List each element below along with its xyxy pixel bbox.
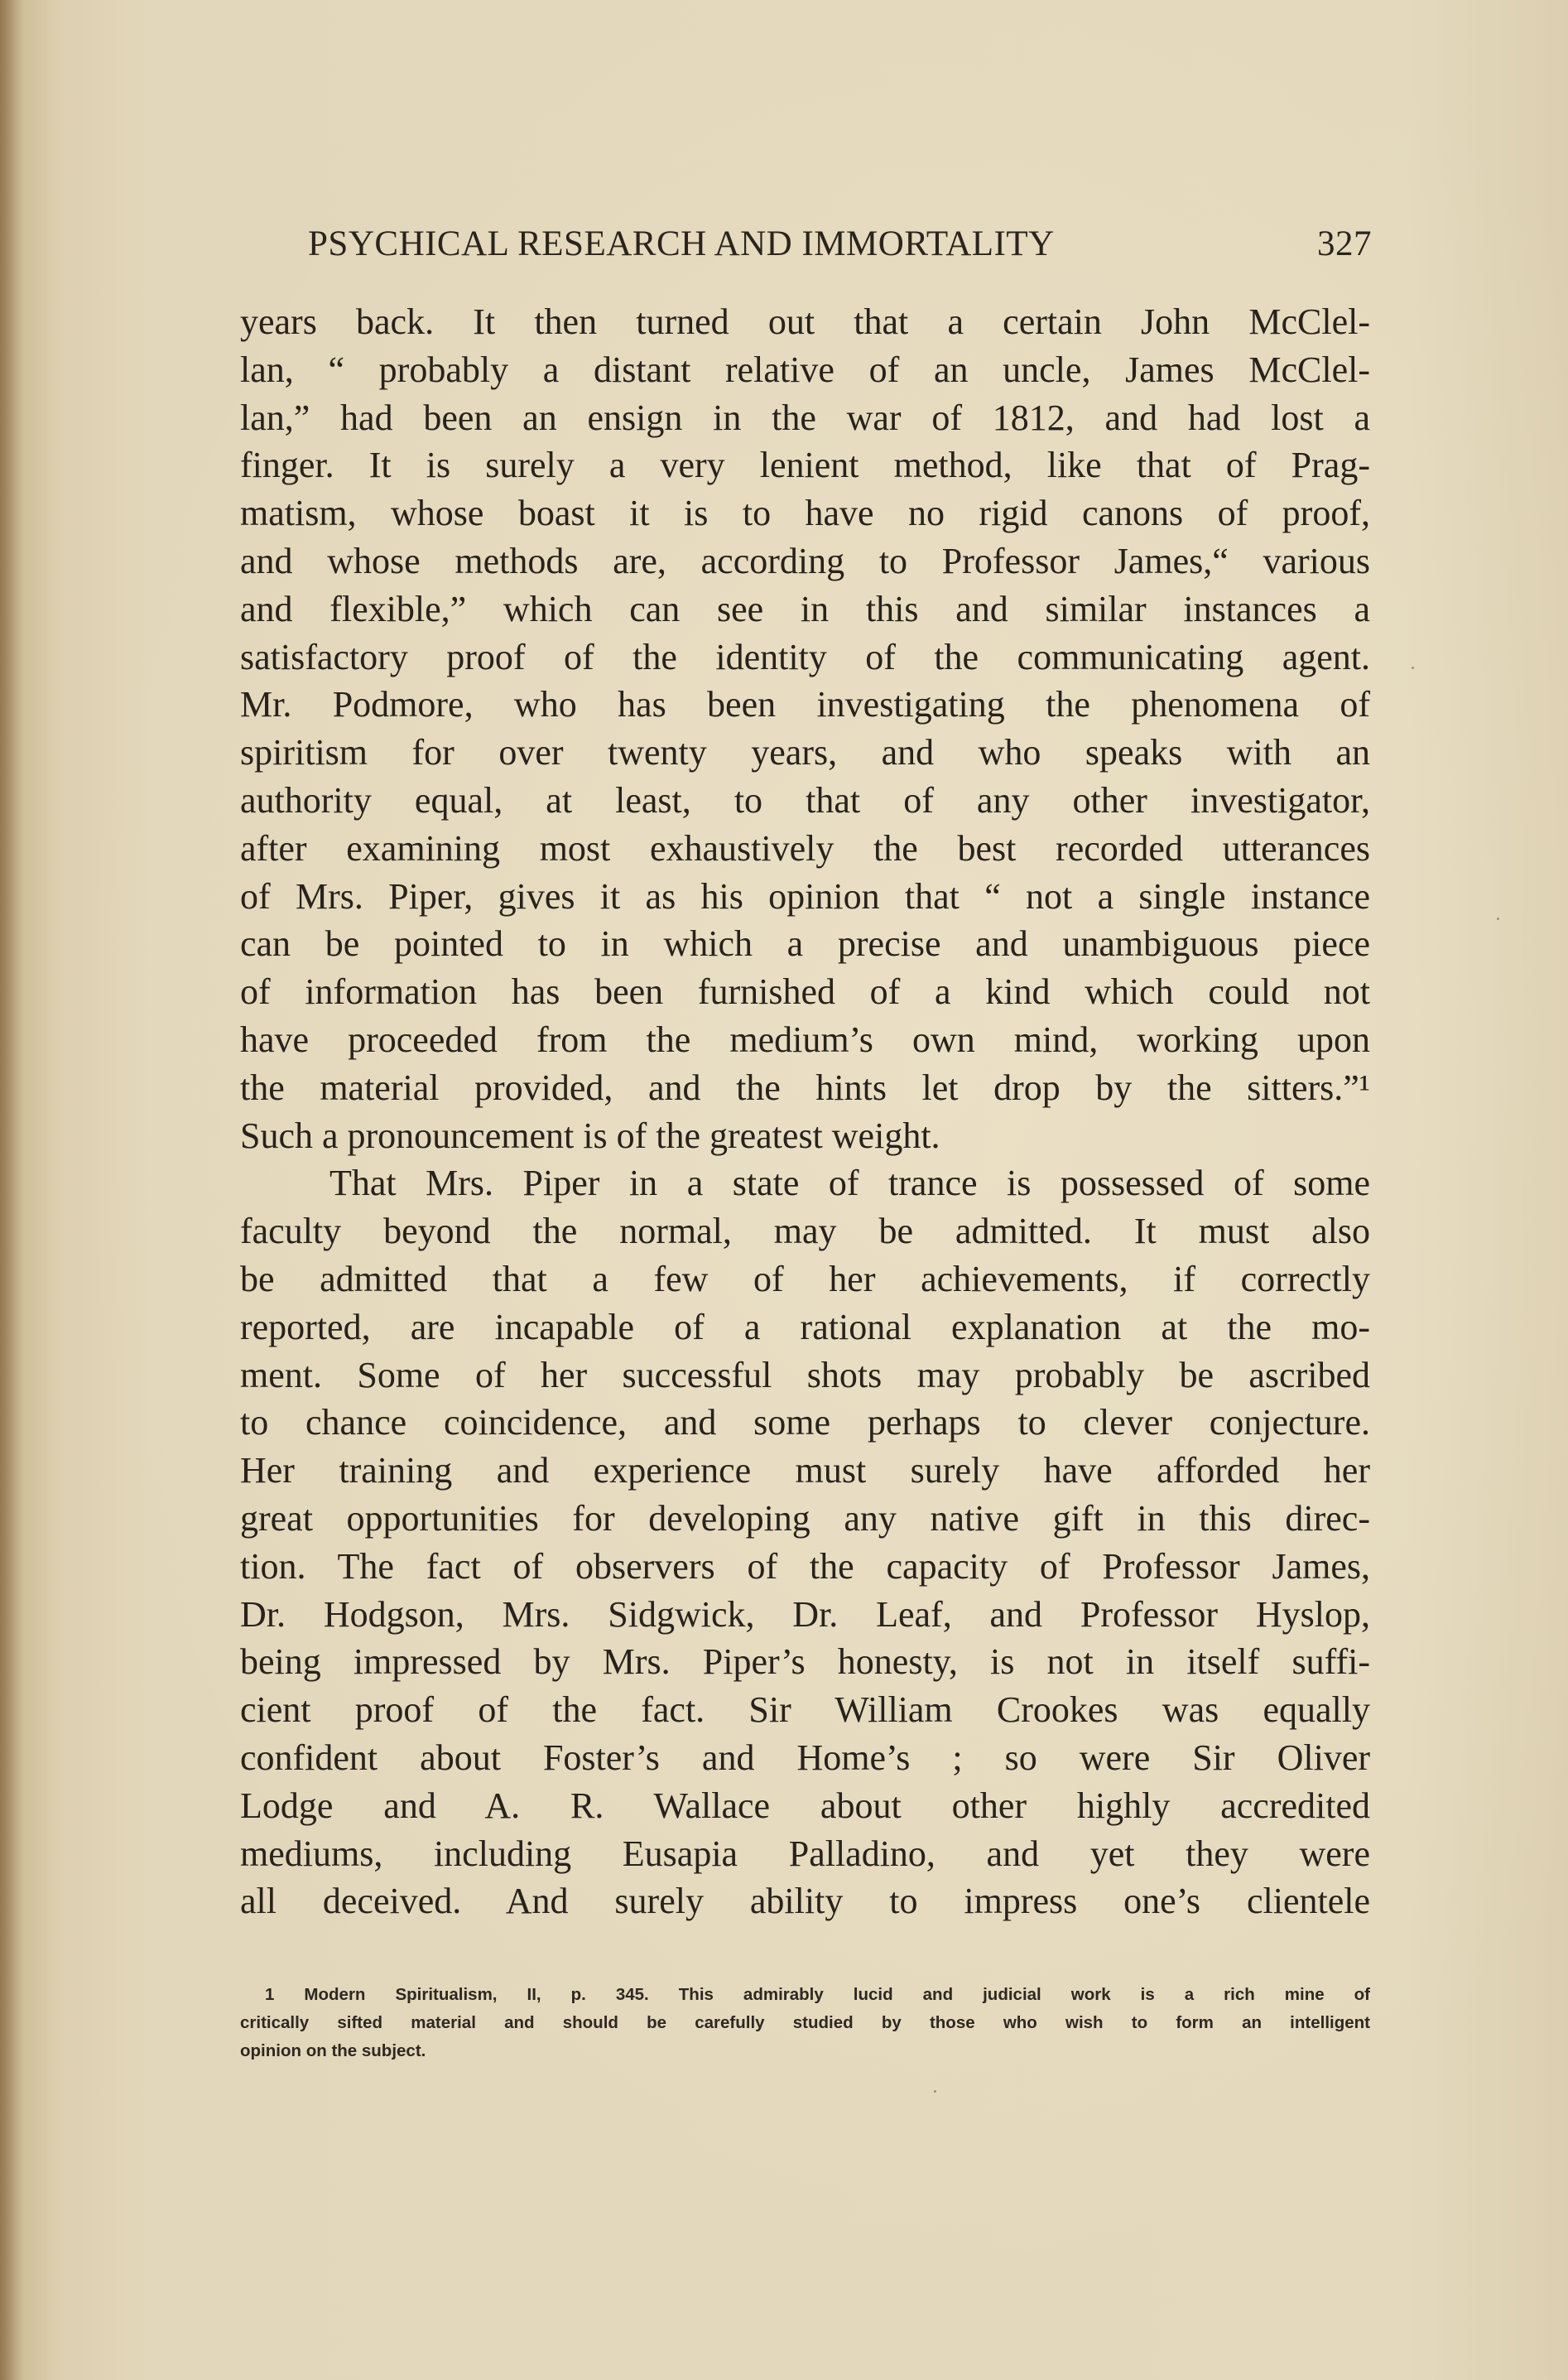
text-line: great opportunities for developing any native gift in this direc- bbox=[240, 1497, 1370, 1539]
footnote-line: 1 Modern Spiritualism, II, p. 345. This admirably lucid and judicial work is a rich mine of bbox=[265, 1985, 1370, 2004]
text-line: lan,” had been an ensign in the war of 1812, and had lost a bbox=[240, 397, 1370, 438]
footnote bbox=[240, 1981, 1370, 2065]
text-line: reported, are incapable of a rational explanation at the mo- bbox=[240, 1306, 1370, 1347]
text-line: years back. It then turned out that a certain John McClel- bbox=[240, 301, 1370, 342]
running-head-title: PSYCHICAL RESEARCH AND IMMORTALITY bbox=[308, 224, 1055, 263]
text-line: faculty beyond the normal, may be admitted. It must also bbox=[240, 1211, 1370, 1252]
text-line: to chance coincidence, and some perhaps to clever conjecture. bbox=[240, 1402, 1370, 1443]
paragraph-end-line: Such a pronouncement is of the greatest weight. bbox=[240, 1115, 940, 1156]
footnote-line: opinion on the subject. bbox=[240, 2041, 426, 2060]
paper-speck bbox=[934, 2090, 936, 2093]
text-line: all deceived. And surely ability to impress one’s clientele bbox=[240, 1881, 1370, 1922]
text-line: lan, “ probably a distant relative of an uncle, James McClel- bbox=[240, 349, 1370, 390]
page-binding-shadow bbox=[0, 0, 23, 2380]
text-line: after examining most exhaustively the best recorded utterances bbox=[240, 827, 1370, 869]
text-line: Mr. Podmore, who has been investigating the phenomena of bbox=[240, 684, 1370, 725]
paragraph-start-line: That Mrs. Piper in a state of trance is possessed of some bbox=[329, 1163, 1370, 1204]
text-line: satisfactory proof of the identity of the communicating agent. bbox=[240, 636, 1370, 677]
paper-speck bbox=[1412, 667, 1414, 669]
text-line: of Mrs. Piper, gives it as his opinion that “ not a single instance bbox=[240, 875, 1370, 917]
text-line: Dr. Hodgson, Mrs. Sidgwick, Dr. Leaf, and Professor Hyslop, bbox=[240, 1593, 1370, 1635]
text-line: mediums, including Eusapia Palladino, and yet they were bbox=[240, 1833, 1370, 1874]
text-line: ment. Some of her successful shots may probably be ascribed bbox=[240, 1354, 1370, 1395]
text-line: Lodge and A. R. Wallace about other highly accredited bbox=[240, 1785, 1370, 1826]
text-line: be admitted that a few of her achievements, if correctly bbox=[240, 1258, 1370, 1299]
text-line: tion. The fact of observers of the capacity of Professor James, bbox=[240, 1545, 1370, 1587]
footnote-line: critically sifted material and should be carefully studied by those who wish to form an intelligent bbox=[240, 2013, 1370, 2032]
body-text bbox=[240, 298, 1370, 1925]
text-line: of information has been furnished of a kind which could not bbox=[240, 971, 1370, 1013]
text-line: have proceeded from the medium’s own mind, working upon bbox=[240, 1019, 1370, 1060]
text-line: spiritism for over twenty years, and who speaks with an bbox=[240, 732, 1370, 773]
text-line: finger. It is surely a very lenient method, like that of Prag- bbox=[240, 445, 1370, 486]
text-line: and flexible,” which can see in this and similar instances a bbox=[240, 588, 1370, 629]
text-line: can be pointed to in which a precise and unambiguous piece bbox=[240, 923, 1370, 965]
text-line: and whose methods are, according to Professor James,“ various bbox=[240, 540, 1370, 581]
text-line: cient proof of the fact. Sir William Crookes was equally bbox=[240, 1689, 1370, 1731]
text-line: being impressed by Mrs. Piper’s honesty, is not in itself suffi- bbox=[240, 1641, 1370, 1683]
page-number: 327 bbox=[1317, 224, 1372, 263]
text-line: authority equal, at least, to that of any other investigator, bbox=[240, 779, 1370, 821]
text-line: the material provided, and the hints let drop by the sitters.”¹ bbox=[240, 1067, 1370, 1108]
running-head bbox=[308, 224, 1372, 264]
paper-speck bbox=[1497, 918, 1499, 920]
text-line: matism, whose boast it is to have no rigid canons of proof, bbox=[240, 493, 1370, 534]
text-line: Her training and experience must surely have afforded her bbox=[240, 1450, 1370, 1491]
text-line: confident about Foster’s and Home’s ; so were Sir Oliver bbox=[240, 1737, 1370, 1778]
